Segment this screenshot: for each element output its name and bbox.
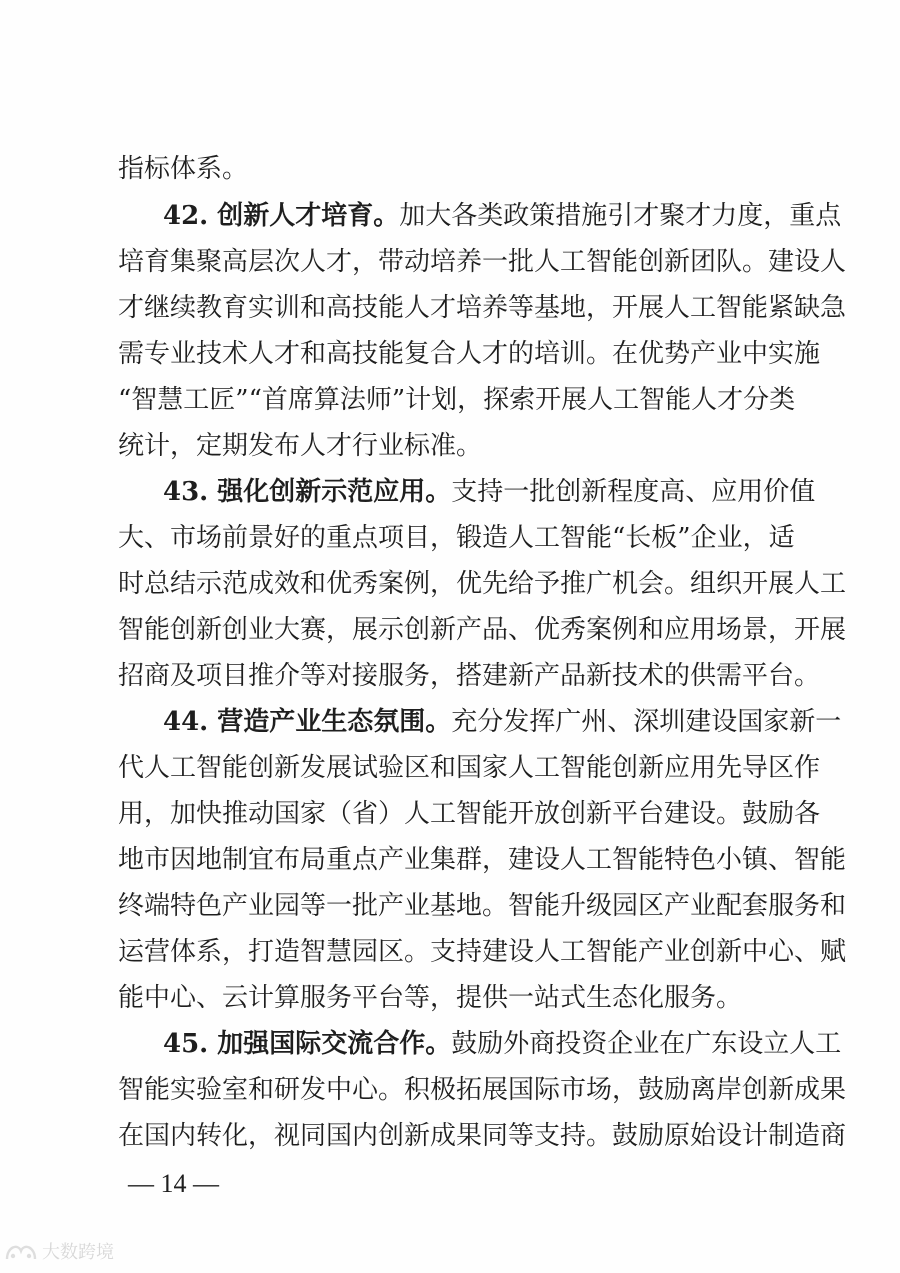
paragraph-44-first-line: 44. 营造产业生态氛围。充分发挥广州、深圳建设国家新一 xyxy=(163,707,842,737)
text-line: 代人工智能创新发展试验区和国家人工智能创新应用先导区作 xyxy=(118,753,821,783)
text-line: 招商及项目推介等对接服务，搭建新产品新技术的供需平台。 xyxy=(118,661,821,691)
watermark-text: 大数跨境 xyxy=(42,1242,114,1263)
section-heading-43: 43. 强化创新示范应用。 xyxy=(163,477,452,507)
paragraph-42-first-line: 42. 创新人才培育。加大各类政策措施引才聚才力度，重点 xyxy=(163,201,842,231)
text-line: 时总结示范成效和优秀案例，优先给予推广机会。组织开展人工 xyxy=(118,569,847,599)
text-line: 运营体系，打造智慧园区。支持建设人工智能产业创新中心、赋 xyxy=(118,937,847,967)
section-heading-42: 42. 创新人才培育。 xyxy=(163,201,400,231)
text-line: 培育集聚高层次人才，带动培养一批人工智能创新团队。建设人 xyxy=(118,247,847,277)
text-line: 指标体系。 xyxy=(118,154,249,184)
text-line: 智能创新创业大赛，展示创新产品、优秀案例和应用场景，开展 xyxy=(118,615,847,645)
text-line: 需专业技术人才和高技能复合人才的培训。在优势产业中实施 xyxy=(118,339,821,369)
page-number: — 14 — xyxy=(128,1169,219,1198)
section-heading-44: 44. 营造产业生态氛围。 xyxy=(163,707,452,737)
text-line: 终端特色产业园等一批产业基地。智能升级园区产业配套服务和 xyxy=(118,891,847,921)
text-line: “智慧工匠”“首席算法师”计划，探索开展人工智能人才分类 xyxy=(118,385,796,415)
text-line: 在国内转化，视同国内创新成果同等支持。鼓励原始设计制造商 xyxy=(118,1121,847,1151)
watermark xyxy=(4,1238,114,1264)
text-line: 地市因地制宜布局重点产业集群，建设人工智能特色小镇、智能 xyxy=(118,845,847,875)
text-line: 才继续教育实训和高技能人才培养等基地，开展人工智能紧缺急 xyxy=(118,293,847,323)
text-line: 大、市场前景好的重点项目，锻造人工智能“长板”企业，适 xyxy=(118,523,795,553)
paragraph-45-first-line: 45. 加强国际交流合作。鼓励外商投资企业在广东设立人工 xyxy=(163,1029,842,1059)
text-line: 智能实验室和研发中心。积极拓展国际市场，鼓励离岸创新成果 xyxy=(118,1075,847,1105)
text-line: 能中心、云计算服务平台等，提供一站式生态化服务。 xyxy=(118,983,743,1013)
text-line: 统计，定期发布人才行业标准。 xyxy=(118,431,483,461)
section-heading-45: 45. 加强国际交流合作。 xyxy=(163,1029,452,1059)
watermark-logo-icon xyxy=(4,1239,38,1263)
text-line: 用，加快推动国家（省）人工智能开放创新平台建设。鼓励各 xyxy=(118,799,821,829)
paragraph-43-first-line: 43. 强化创新示范应用。支持一批创新程度高、应用价值 xyxy=(163,477,816,507)
